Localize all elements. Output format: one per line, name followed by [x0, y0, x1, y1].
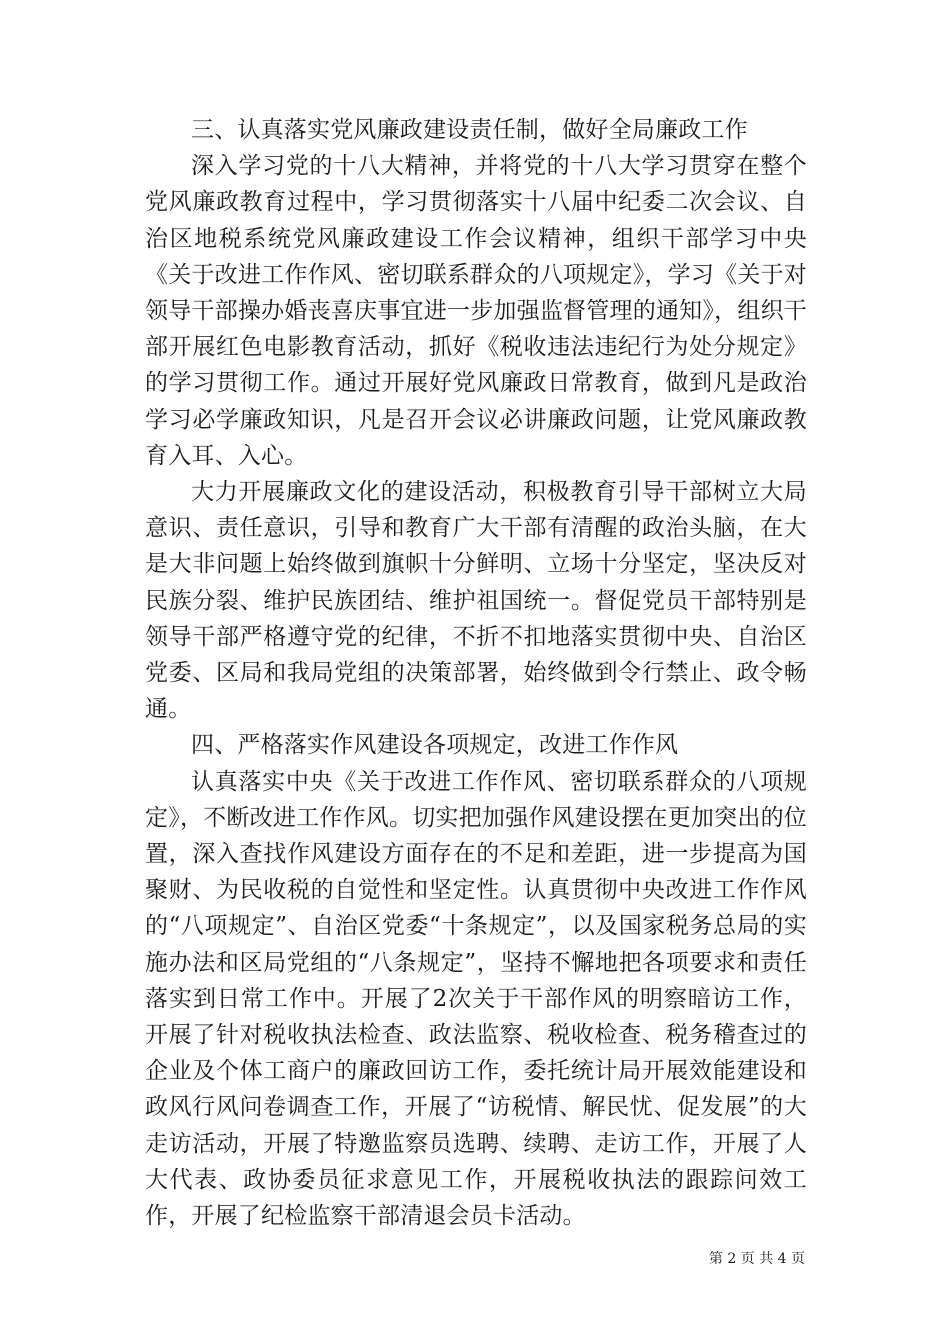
paragraph-clean-culture: 大力开展廉政文化的建设活动，积极教育引导干部树立大局意识、责任意识，引导和教育广大干部有清醒的政治头脑，在大是大非问题上始终做到旗帜十分鲜明、立场十分坚定，坚决反对民族分裂、维护民族团结、维护祖国统一。督促党员干部特别是领导干部严格遵守党的纪律，不折不扣地落实贯彻中央、自治区党委、区局和我局党组的决策部署，始终做到令行禁止、政令畅通。	[145, 479, 807, 723]
document-body	[145, 112, 807, 1234]
section-heading-4: 四、严格落实作风建设各项规定，改进工作作风	[191, 732, 679, 759]
paragraph-study-18th-congress: 深入学习党的十八大精神，并将党的十八大学习贯穿在整个党风廉政教育过程中，学习贯彻落实十八届中纪委二次会议、自治区地税系统党风廉政建设工作会议精神，组织干部学习中央《关于改进工作作风、密切联系群众的八项规定》，学习《关于对领导干部操办婚丧喜庆事宜进一步加强监督管理的通知》，组织干部开展红色电影教育活动，抓好《税收违法违纪行为处分规定》的学习贯彻工作。通过开展好党风廉政日常教育，做到凡是政治学习必学廉政知识，凡是召开会议必讲廉政问题，让党风廉政教育入耳、入心。	[145, 153, 807, 469]
paragraph-work-style: 认真落实中央《关于改进工作作风、密切联系群众的八项规定》，不断改进工作作风。切实把加强作风建设摆在更加突出的位置，深入查找作风建设方面存在的不足和差距，进一步提高为国聚财、为民收税的自觉性和坚定性。认真贯彻中央改进工作作风的“八项规定”、自治区党委“十条规定”，以及国家税务总局的实施办法和区局党组的“八条规定”，坚持不懈地把各项要求和责任落实到日常工作中。开展了2次关于干部作风的明察暗访工作，开展了针对税收执法检查、政法监察、税收检查、税务稽查过的企业及个体工商户的廉政回访工作，委托统计局开展效能建设和政风行风问卷调查工作，开展了“访税情、解民忧、促发展”的大走访活动，开展了特邀监察员选聘、续聘、走访工作，开展了人大代表、政协委员征求意见工作，开展税收执法的跟踪问效工作，开展了纪检监察干部清退会员卡活动。	[145, 768, 807, 1230]
section-heading-3: 三、认真落实党风廉政建设责任制，做好全局廉政工作	[191, 117, 748, 143]
page-number: 第 2 页 共 4 页	[708, 1251, 805, 1267]
